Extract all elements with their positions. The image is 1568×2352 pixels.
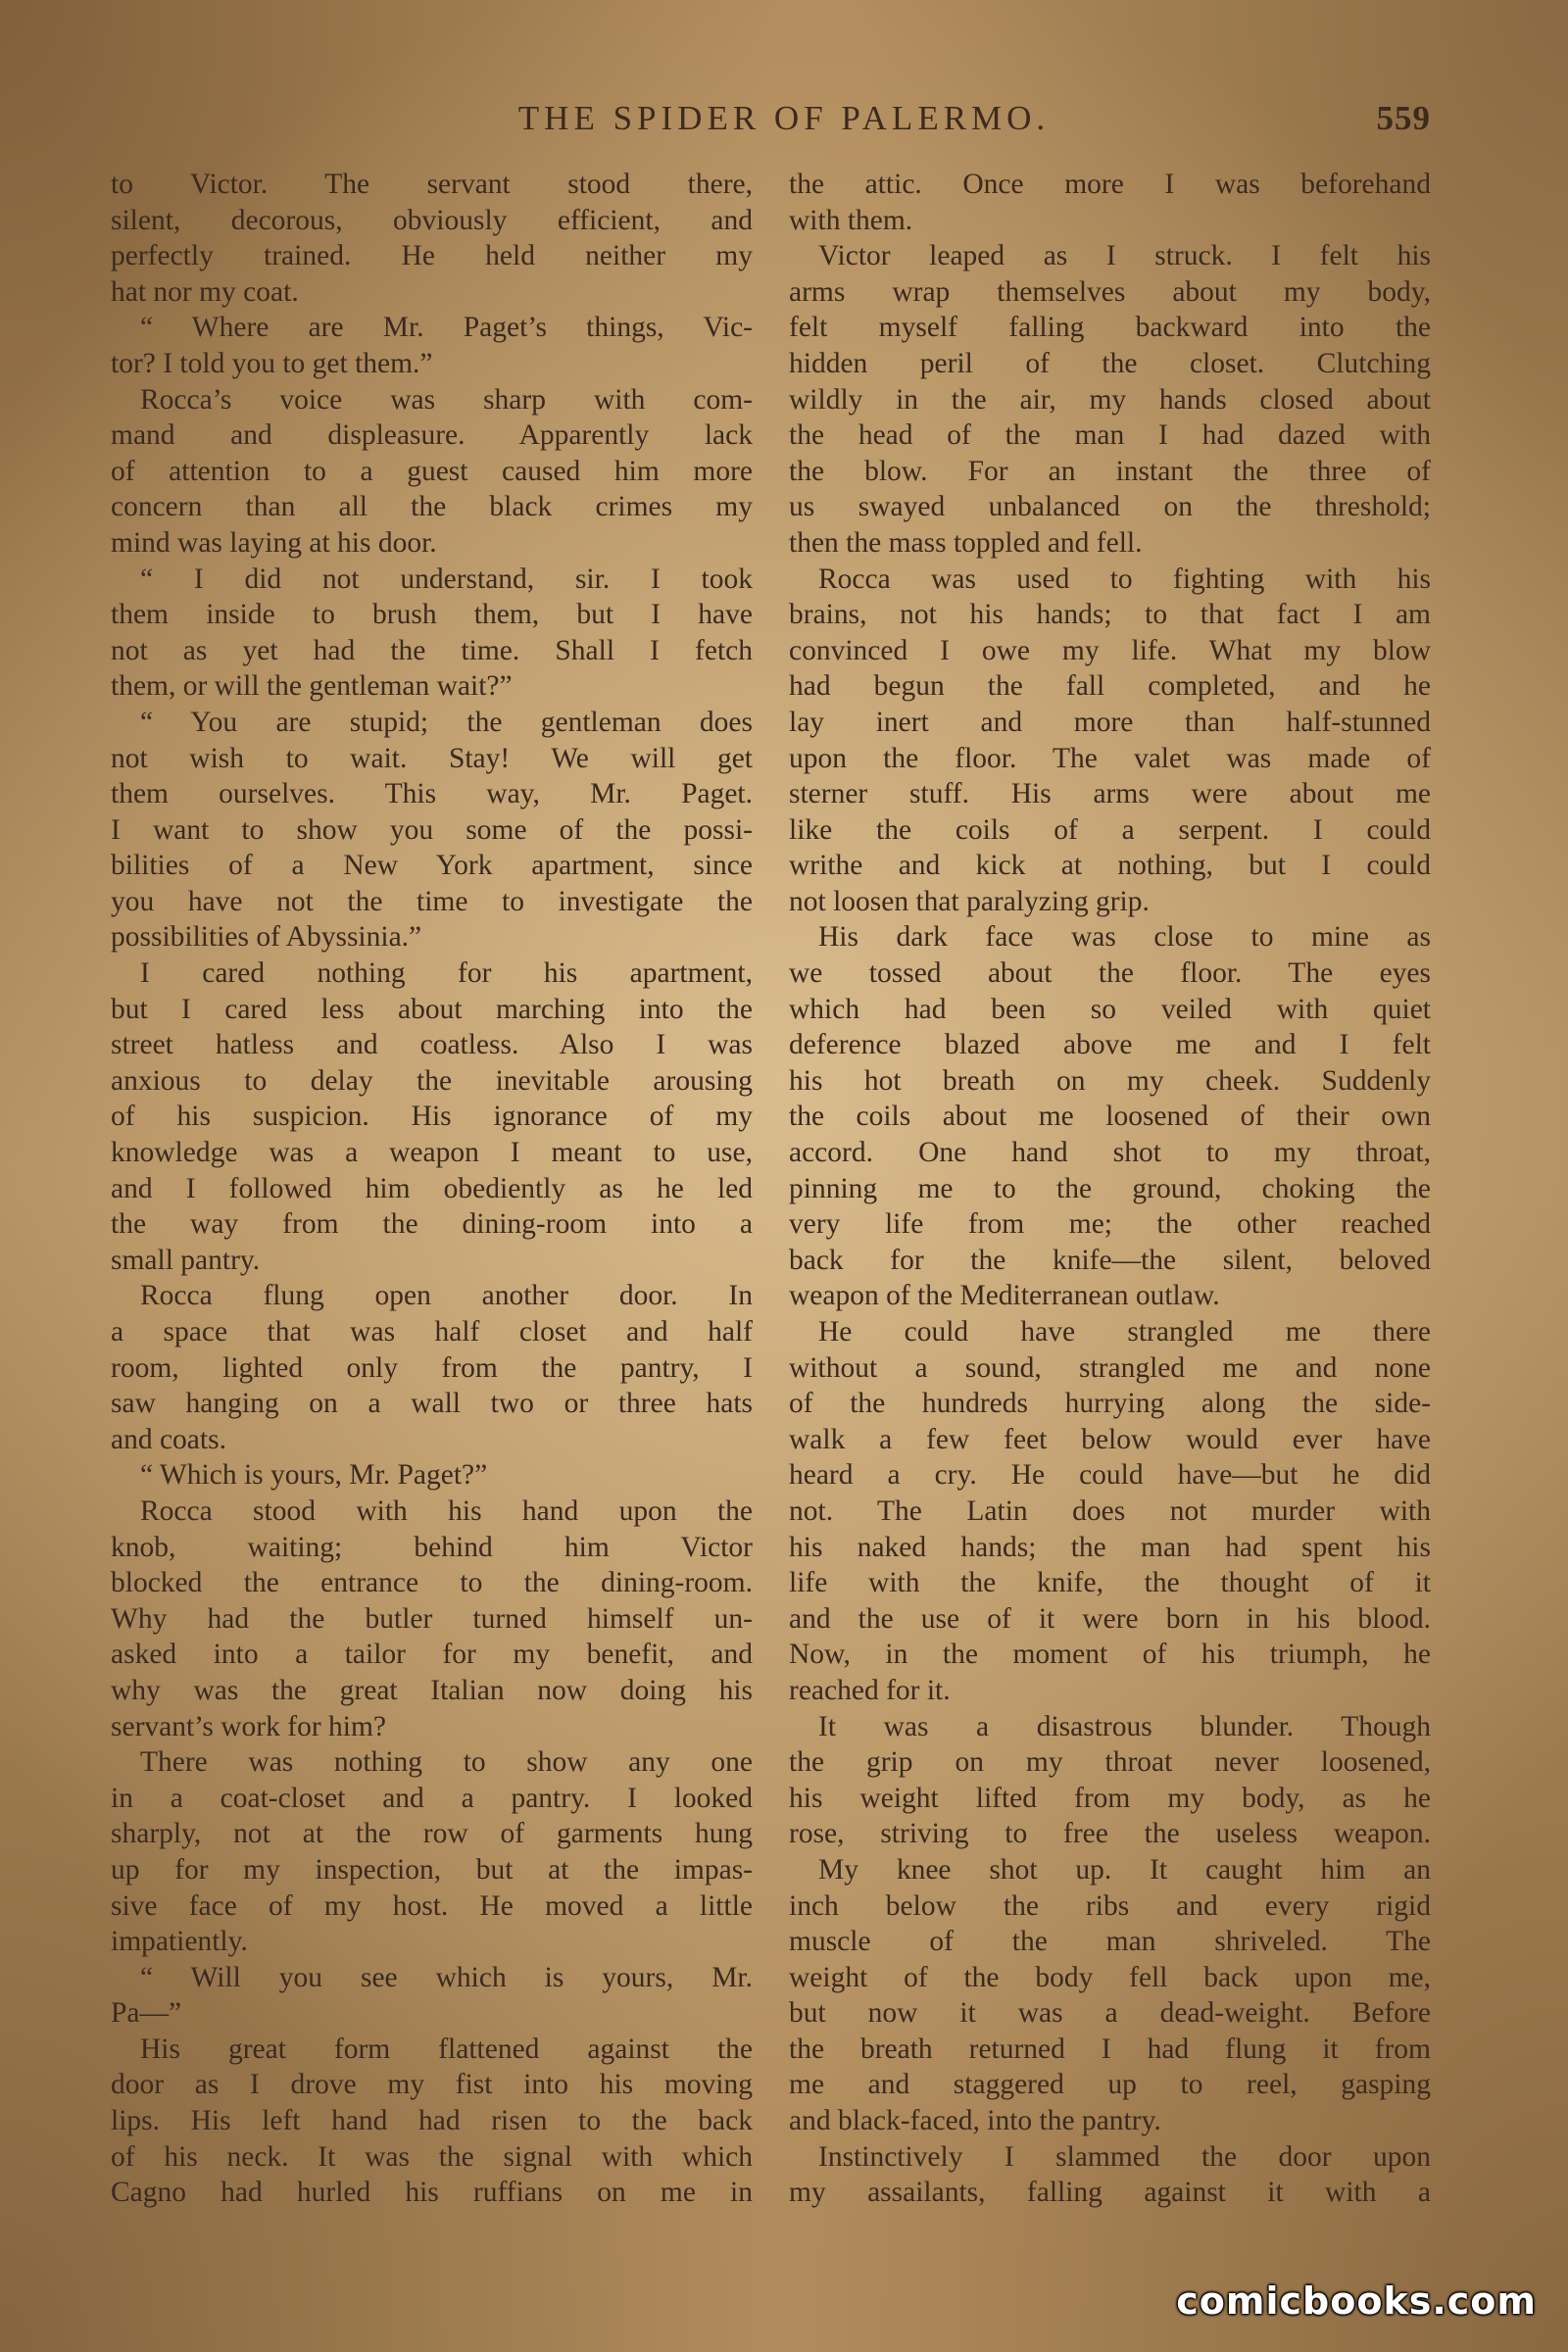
text-line: pinning me to the ground, choking the (789, 1172, 1431, 1204)
text-line: up for my inspection, but at the impas- (111, 1853, 753, 1886)
text-line: the grip on my throat never loosened, (789, 1746, 1431, 1779)
right-text-column (789, 167, 1431, 2211)
page-number: 559 (1376, 99, 1431, 137)
text-line: knob, waiting; behind him Victor (111, 1531, 753, 1563)
text-line: weapon of the Mediterranean outlaw. (789, 1280, 1220, 1312)
text-line: “ I did not understand, sir. I took (140, 563, 753, 595)
text-line: Why had the butler turned himself un- (111, 1602, 753, 1635)
text-line: them ourselves. This way, Mr. Paget. (111, 778, 753, 810)
text-line: and I followed him obediently as he led (111, 1172, 753, 1204)
left-text-column (111, 167, 753, 2211)
text-line: them inside to brush them, but I have (111, 599, 753, 631)
text-line: silent, decorous, obviously efficient, and (111, 204, 753, 236)
text-line: of his suspicion. His ignorance of my (111, 1101, 753, 1133)
text-line: back for the knife—the silent, beloved (789, 1244, 1431, 1276)
text-line: mand and displeasure. Apparently lack (111, 419, 753, 452)
text-line: very life from me; the other reached (789, 1208, 1431, 1241)
text-line: Rocca’s voice was sharp with com- (140, 383, 753, 416)
text-line: the breath returned I had flung it from (789, 2033, 1431, 2065)
text-line: to Victor. The servant stood there, (111, 169, 753, 200)
text-line: deference blazed above me and I felt (789, 1029, 1431, 1061)
text-line: a space that was half closet and half (111, 1316, 753, 1348)
text-line: and black-faced, into the pantry. (789, 2105, 1161, 2137)
text-line: Rocca stood with his hand upon the (140, 1494, 753, 1527)
text-line: asked into a tailor for my benefit, and (111, 1639, 753, 1671)
page-header (0, 94, 1568, 143)
text-line: accord. One hand shot to my throat, (789, 1137, 1431, 1169)
text-line: not wish to wait. Stay! We will get (111, 742, 753, 774)
text-line: convinced I owe my life. What my blow (789, 634, 1431, 666)
running-title: THE SPIDER OF PALERMO. (517, 99, 1051, 137)
text-line: blocked the entrance to the dining-room. (111, 1567, 753, 1599)
text-line: them, or will the gentleman wait?” (111, 670, 513, 703)
text-line: sharply, not at the row of garments hung (111, 1818, 753, 1850)
text-line: of attention to a guest caused him more (111, 455, 753, 487)
text-line: mind was laying at his door. (111, 526, 437, 559)
text-line: door as I drove my fist into his moving (111, 2069, 753, 2101)
text-line: then the mass toppled and fell. (789, 526, 1143, 559)
text-line: bilities of a New York apartment, since (111, 850, 753, 882)
text-line: sive face of my host. He moved a little (111, 1889, 753, 1922)
text-line: like the coils of a serpent. I could (789, 813, 1431, 846)
text-line: hat nor my coat. (111, 275, 299, 308)
text-line: Cagno had hurled his ruffians on me in (111, 2177, 753, 2209)
text-line: us swayed unbalanced on the threshold; (789, 491, 1431, 523)
text-line: Instinctively I slammed the door upon (818, 2140, 1431, 2173)
text-line: anxious to delay the inevitable arousing (111, 1064, 753, 1097)
text-line: tor? I told you to get them.” (111, 347, 433, 379)
text-line: “ Will you see which is yours, Mr. (140, 1961, 753, 1993)
text-line: not as yet had the time. Shall I fetch (111, 634, 753, 666)
text-line: but I cared less about marching into the (111, 993, 753, 1025)
text-line: we tossed about the floor. The eyes (789, 957, 1431, 990)
text-line: without a sound, strangled me and none (789, 1351, 1431, 1384)
text-line: his naked hands; the man had spent his (789, 1531, 1431, 1563)
text-line: possibilities of Abyssinia.” (111, 921, 422, 954)
text-line: the coils about me loosened of their own (789, 1101, 1431, 1133)
text-line: writhe and kick at nothing, but I could (789, 850, 1431, 882)
text-line: street hatless and coatless. Also I was (111, 1029, 753, 1061)
text-line: There was nothing to show any one (140, 1746, 753, 1779)
text-line: life with the knife, the thought of it (789, 1567, 1431, 1599)
text-line: “ Which is yours, Mr. Paget?” (140, 1459, 488, 1492)
text-line: of his neck. It was the signal with which (111, 2140, 753, 2173)
text-line: why was the great Italian now doing his (111, 1674, 753, 1706)
text-line: his weight lifted from my body, as he (789, 1782, 1431, 1814)
text-line: brains, not his hands; to that fact I am (789, 599, 1431, 631)
text-line: Victor leaped as I struck. I felt his (818, 240, 1431, 272)
text-line: sterner stuff. His arms were about me (789, 778, 1431, 810)
text-line: Rocca was used to fighting with his (818, 563, 1431, 595)
text-line: He could have strangled me there (818, 1316, 1431, 1348)
text-line: lips. His left hand had risen to the back (111, 2105, 753, 2137)
text-line: perfectly trained. He held neither my (111, 240, 753, 272)
text-line: and coats. (111, 1423, 226, 1455)
text-line: not loosen that paralyzing grip. (789, 885, 1150, 917)
text-line: weight of the body fell back upon me, (789, 1961, 1431, 1993)
text-line: muscle of the man shriveled. The (789, 1926, 1431, 1958)
text-line: reached for it. (789, 1674, 951, 1706)
text-line: impatiently. (111, 1926, 248, 1958)
text-line: I want to show you some of the possi- (111, 813, 753, 846)
text-line: the way from the dining-room into a (111, 1208, 753, 1241)
text-line: I cared nothing for his apartment, (140, 957, 753, 990)
text-line: “ Where are Mr. Paget’s things, Vic- (140, 312, 753, 344)
text-line: walk a few feet below would ever have (789, 1423, 1431, 1455)
text-line: the blow. For an instant the three of (789, 455, 1431, 487)
text-line: Now, in the moment of his triumph, he (789, 1639, 1431, 1671)
text-line: lay inert and more than half-stunned (789, 706, 1431, 738)
text-line: upon the floor. The valet was made of (789, 742, 1431, 774)
text-line: the head of the man I had dazed with (789, 419, 1431, 452)
text-line: hidden peril of the closet. Clutching (789, 347, 1431, 379)
text-line: His great form flattened against the (140, 2033, 753, 2065)
text-line: his hot breath on my cheek. Suddenly (789, 1064, 1431, 1097)
text-line: Pa—” (111, 1997, 182, 2030)
text-line: His dark face was close to mine as (818, 921, 1431, 954)
text-line: me and staggered up to reel, gasping (789, 2069, 1431, 2101)
text-line: in a coat-closet and a pantry. I looked (111, 1782, 753, 1814)
text-line: felt myself falling backward into the (789, 312, 1431, 344)
text-line: my assailants, falling against it with a (789, 2177, 1431, 2209)
text-line: not. The Latin does not murder with (789, 1494, 1431, 1527)
text-line: knowledge was a weapon I meant to use, (111, 1137, 753, 1169)
text-line: heard a cry. He could have—but he did (789, 1459, 1431, 1492)
text-line: which had been so veiled with quiet (789, 993, 1431, 1025)
text-line: servant’s work for him? (111, 1710, 386, 1742)
text-line: had begun the fall completed, and he (789, 670, 1431, 703)
text-line: concern than all the black crimes my (111, 491, 753, 523)
text-line: inch below the ribs and every rigid (789, 1889, 1431, 1922)
text-line: the attic. Once more I was beforehand (789, 169, 1431, 200)
text-line: arms wrap themselves about my body, (789, 275, 1431, 308)
text-line: rose, striving to free the useless weapon. (789, 1818, 1431, 1850)
text-line: with them. (789, 204, 913, 236)
text-line: small pantry. (111, 1244, 261, 1276)
text-line: of the hundreds hurrying along the side- (789, 1388, 1431, 1420)
text-line: but now it was a dead-weight. Before (789, 1997, 1431, 2030)
text-line: room, lighted only from the pantry, I (111, 1351, 753, 1384)
text-line: It was a disastrous blunder. Though (818, 1710, 1431, 1742)
text-line: “ You are stupid; the gentleman does (140, 706, 753, 738)
text-line: My knee shot up. It caught him an (818, 1853, 1431, 1886)
text-line: wildly in the air, my hands closed about (789, 383, 1431, 416)
text-line: saw hanging on a wall two or three hats (111, 1388, 753, 1420)
watermark: comicbooks.com (1176, 2279, 1537, 2323)
text-line: Rocca flung open another door. In (140, 1280, 753, 1312)
text-line: you have not the time to investigate the (111, 885, 753, 917)
text-line: and the use of it were born in his blood. (789, 1602, 1431, 1635)
